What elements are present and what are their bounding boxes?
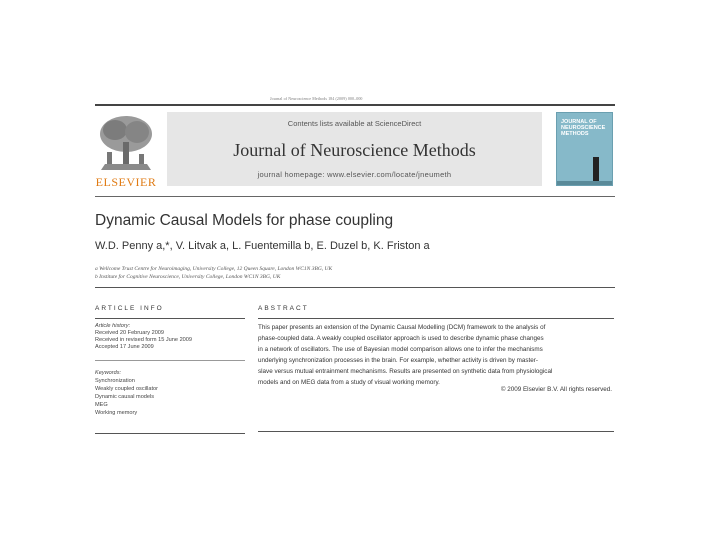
keyword: Weakly coupled oscillator — [95, 386, 159, 392]
keyword: Working memory — [95, 410, 138, 416]
abstract-text-line: This paper presents an extension of the Dynamic Causal Modelling (DCM) framework to the analysis of — [258, 324, 546, 331]
journal-cover-thumbnail — [556, 112, 613, 186]
history-item: Received in revised form 15 June 2009 — [95, 337, 193, 343]
abstract-text-line: phase-coupled data. A weakly coupled oscillator approach is used to describe dynamic phase changes — [258, 335, 544, 342]
header-rule-bottom — [95, 196, 615, 197]
publisher-name: ELSEVIER — [95, 175, 157, 189]
abstract-rule — [258, 318, 614, 319]
journal-title: Journal of Neuroscience Methods — [233, 140, 476, 160]
keyword: MEG — [95, 402, 108, 408]
abstract-heading: ABSTRACT — [258, 305, 309, 312]
keywords-rule — [95, 360, 245, 361]
cover-graphic — [593, 157, 599, 181]
article-info-heading: ARTICLE INFO — [95, 305, 164, 312]
abstract-bottom-rule — [258, 431, 614, 432]
keyword: Synchronization — [95, 378, 135, 384]
tree-icon — [95, 112, 157, 174]
history-item: Received 20 February 2009 — [95, 330, 165, 336]
journal-citation: Journal of Neuroscience Methods 184 (2009) 000–000 — [270, 96, 363, 101]
history-label: Article history: — [95, 323, 131, 329]
header-rule-top — [95, 104, 615, 106]
copyright-notice: © 2009 Elsevier B.V. All rights reserved. — [500, 386, 612, 393]
abstract-text-line: slave versus mutual entrainment mechanisms. Results are presented on synthetic data from physiological — [258, 368, 553, 375]
keyword: Dynamic causal models — [95, 394, 155, 400]
author-list: W.D. Penny a,*, V. Litvak a, L. Fuentemilla b, E. Duzel b, K. Friston a — [95, 240, 430, 252]
contents-line: Contents lists available at ScienceDirect — [287, 119, 422, 128]
abstract-text-line: in a network of oscillators. The use of Bayesian model comparison allows one to infer the mechanisms — [258, 346, 543, 353]
article-info-rule — [95, 318, 245, 319]
paper-title: Dynamic Causal Models for phase coupling — [95, 212, 394, 229]
keywords-label: Keywords: — [95, 370, 122, 376]
article-info-bottom-rule — [95, 433, 245, 434]
elsevier-logo — [95, 112, 157, 190]
abstract-text-line: underlying synchronization processes in the brain. For example, whether activity is driven by master- — [258, 357, 538, 364]
section-rule — [95, 287, 615, 288]
affiliation: a Wellcome Trust Centre for Neuroimaging, University College, 12 Queen Square, London WC1N 3BG, UK — [95, 266, 333, 272]
cover-strip — [557, 181, 612, 185]
journal-homepage: journal homepage: www.elsevier.com/locate/jneumeth — [257, 170, 452, 179]
cover-title: JOURNAL OF NEUROSCIENCE METHODS — [561, 119, 606, 137]
history-item: Accepted 17 June 2009 — [95, 344, 154, 350]
affiliation: b Institute for Cognitive Neuroscience, University College, London WC1N 3BG, UK — [95, 274, 281, 280]
journal-banner — [167, 112, 542, 186]
abstract-text-line: models and on MEG data from a study of visual working memory. — [258, 379, 440, 386]
